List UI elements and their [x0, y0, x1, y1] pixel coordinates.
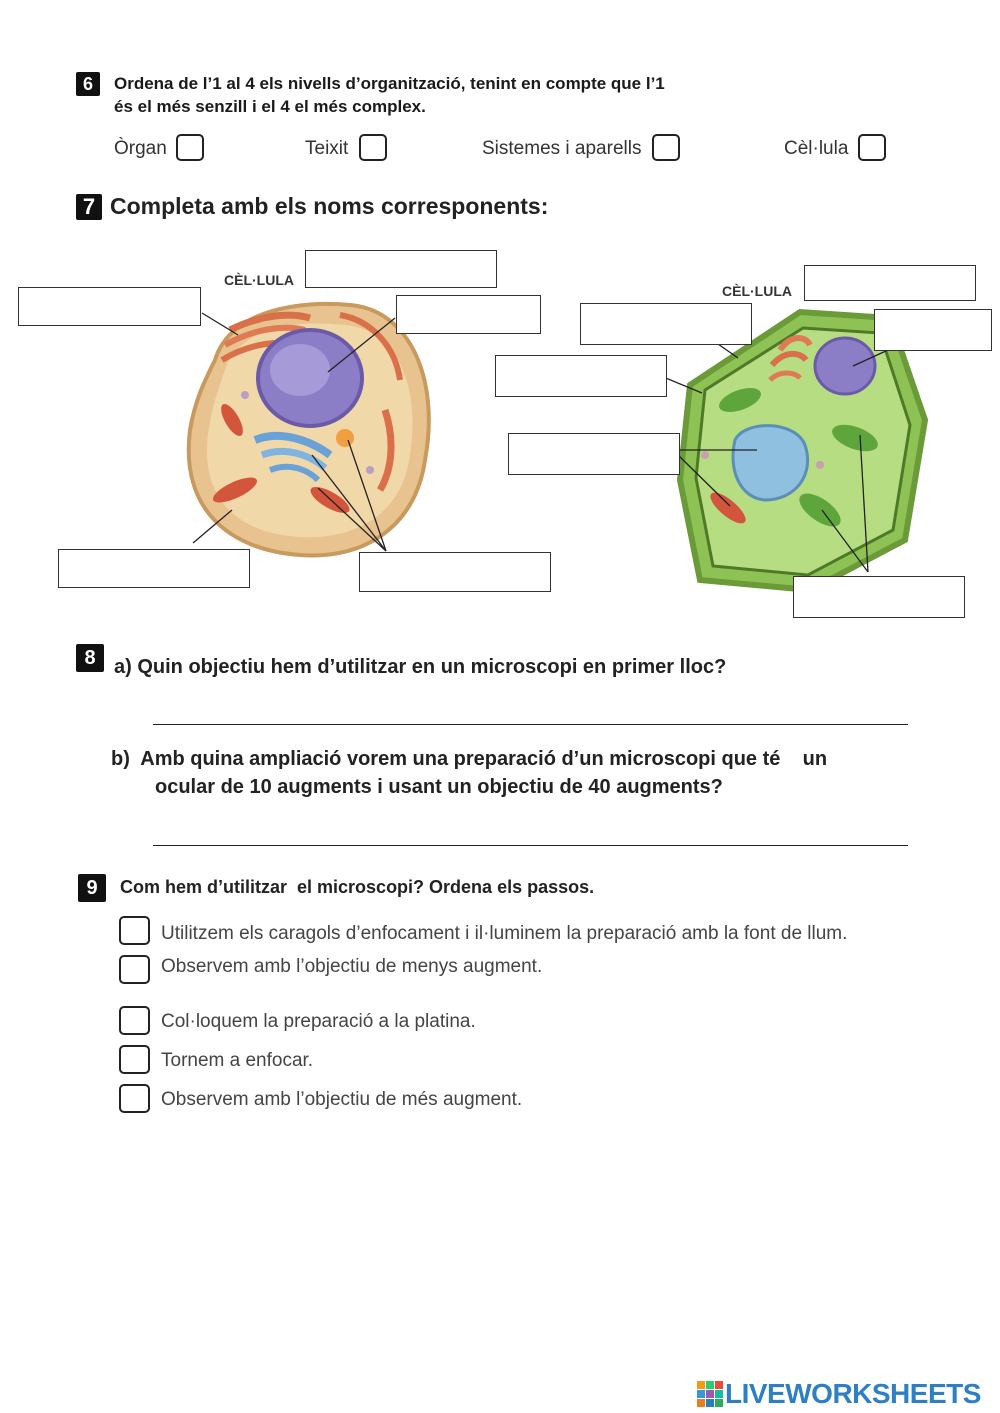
step-5-text: Observem amb l’objectiu de més augment. [161, 1089, 523, 1110]
plant-nucleus-answer-box[interactable] [874, 309, 992, 351]
question-7-number: 7 [76, 194, 102, 220]
plant-cell-illustration [680, 312, 925, 590]
plant-membrane-answer-box[interactable] [495, 355, 667, 397]
question-9-number: 9 [78, 874, 106, 902]
step-1-checkbox[interactable] [119, 916, 150, 945]
level-organ-label: Òrgan [114, 138, 167, 159]
step-3-checkbox[interactable] [119, 1006, 150, 1035]
question-8a-answer-line[interactable] [153, 704, 908, 725]
step-4-checkbox[interactable] [119, 1045, 150, 1074]
question-8b-text-line2: ocular de 10 augments i usant un objectiu de 40 augments? [155, 776, 723, 798]
plant-cell-title: CÈL·LULA [722, 283, 792, 299]
question-6-text-line1: Ordena de l’1 al 4 els nivells d’organització, tenint en compte que l’1 [114, 74, 665, 93]
logo-grid-icon [697, 1381, 723, 1407]
question-6-number: 6 [76, 72, 100, 96]
question-8-number: 8 [76, 644, 104, 672]
animal-cell-type-answer-box[interactable] [305, 250, 497, 288]
step-4-text: Tornem a enfocar. [161, 1050, 314, 1071]
plant-vacuole-answer-box[interactable] [508, 433, 680, 475]
animal-nucleus-answer-box[interactable] [396, 295, 541, 334]
step-3-text: Col·loquem la preparació a la platina. [161, 1011, 476, 1032]
step-5-checkbox[interactable] [119, 1084, 150, 1113]
step-2-text: Observem amb l’objectiu de menys augment. [161, 956, 543, 977]
animal-cell-illustration [189, 304, 429, 556]
animal-organelles-answer-box[interactable] [359, 552, 551, 592]
animal-cytoplasm-answer-box[interactable] [58, 549, 250, 588]
question-8b-text-line1: b) Amb quina ampliació vorem una preparació d’un microscopi que té un [111, 748, 828, 770]
level-cell-label: Cèl·lula [784, 138, 849, 159]
animal-cell-title: CÈL·LULA [224, 272, 294, 288]
step-1-text: Utilitzem els caragols d’enfocament i il·luminem la preparació amb la font de llum. [161, 923, 848, 944]
level-tissue-label: Teixit [305, 138, 349, 159]
plant-cell-type-answer-box[interactable] [804, 265, 976, 301]
logo-text: LIVEWORKSHEETS [725, 1378, 981, 1409]
question-9-text: Com hem d’utilitzar el microscopi? Ordena els passos. [120, 877, 595, 897]
plant-wall-answer-box[interactable] [580, 303, 752, 345]
question-8b-answer-line[interactable] [153, 825, 908, 846]
question-7-text: Completa amb els noms corresponents: [110, 193, 549, 219]
animal-membrane-answer-box[interactable] [18, 287, 201, 326]
plant-chloroplast-answer-box[interactable] [793, 576, 965, 618]
step-2-checkbox[interactable] [119, 955, 150, 984]
question-8a-text: a) Quin objectiu hem d’utilitzar en un microscopi en primer lloc? [114, 656, 727, 678]
question-6-text-line2: és el més senzill i el 4 el més complex. [114, 97, 426, 116]
liveworksheets-logo [697, 1378, 981, 1410]
level-systems-label: Sistemes i aparells [482, 138, 642, 159]
